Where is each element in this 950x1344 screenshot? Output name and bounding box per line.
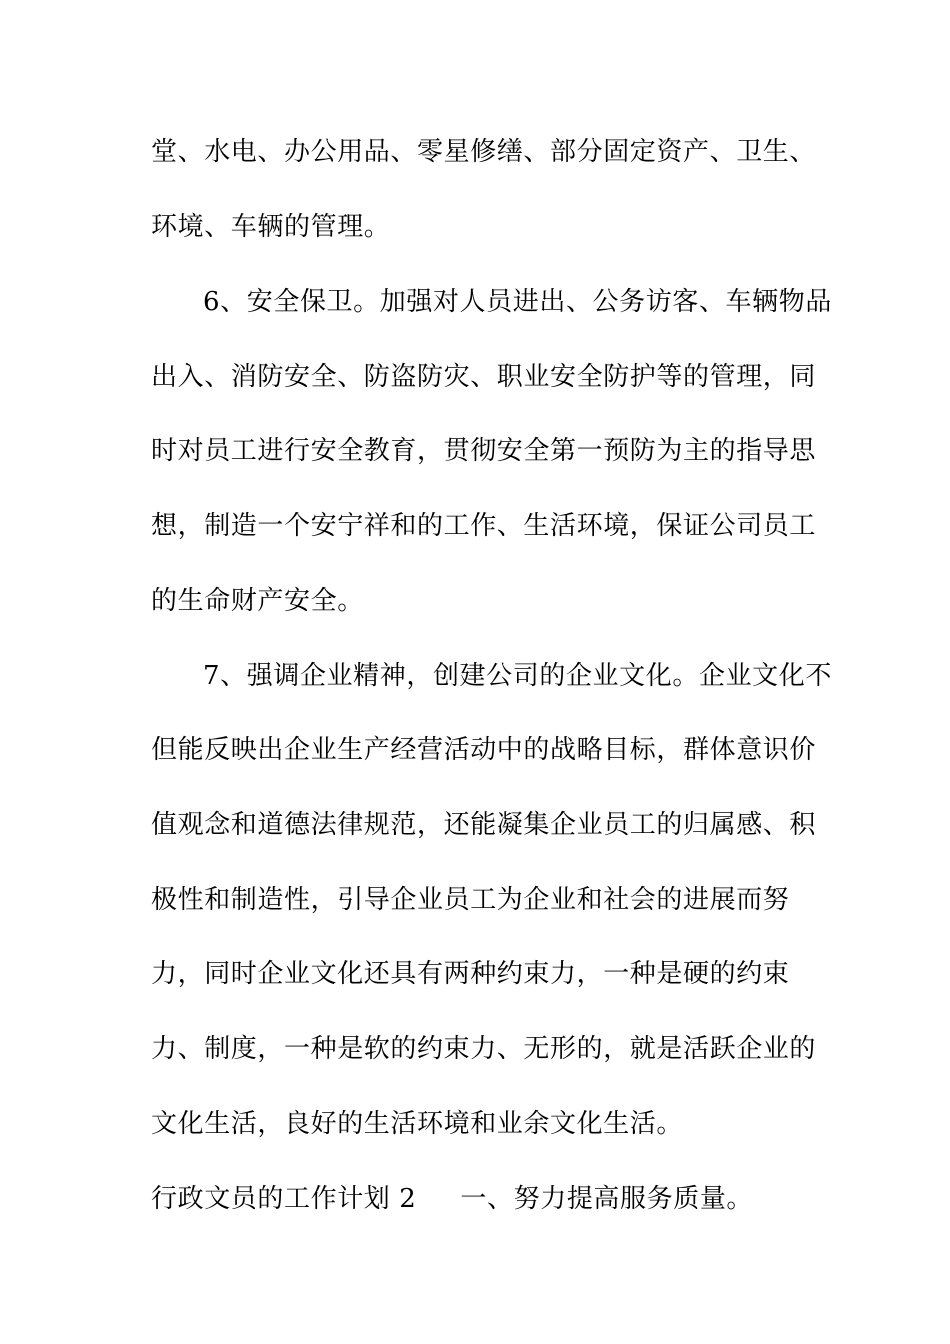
text-line: 堂、水电、办公用品、零星修缮、部分固定资产、卫生、	[151, 137, 817, 167]
text-line: 的生命财产安全。	[151, 586, 364, 616]
text-line: 力，同时企业文化还具有两种约束力，一种是硬的约束	[151, 959, 790, 989]
text-line: 极性和制造性，引导企业员工为企业和社会的进展而努	[151, 885, 790, 915]
text-line: 出入、消防安全、防盗防灾、职业安全防护等的管理，同	[151, 362, 817, 392]
text-line: 力、制度，一种是软的约束力、无形的，就是活跃企业的	[151, 1034, 817, 1064]
text-line: 7、强调企业精神，创建公司的企业文化。企业文化不	[203, 661, 832, 691]
text-line: 环境、车辆的管理。	[151, 212, 391, 242]
section-title: 行政文员的工作计划 2	[151, 1184, 417, 1214]
text-line: 6、安全保卫。加强对人员进出、公务访客、车辆物品	[203, 287, 832, 317]
text-line: 值观念和道德法律规范，还能凝集企业员工的归属感、积	[151, 810, 817, 840]
text-line: 文化生活，良好的生活环境和业余文化生活。	[151, 1109, 684, 1139]
text-line: 时对员工进行安全教育，贯彻安全第一预防为主的指导思	[151, 436, 817, 466]
section-heading-line	[151, 1182, 753, 1216]
section-first-item: 一、努力提高服务质量。	[460, 1184, 754, 1214]
text-line: 但能反映出企业生产经营活动中的战略目标，群体意识价	[151, 735, 817, 765]
text-line: 想，制造一个安宁祥和的工作、生活环境，保证公司员工	[151, 511, 817, 541]
